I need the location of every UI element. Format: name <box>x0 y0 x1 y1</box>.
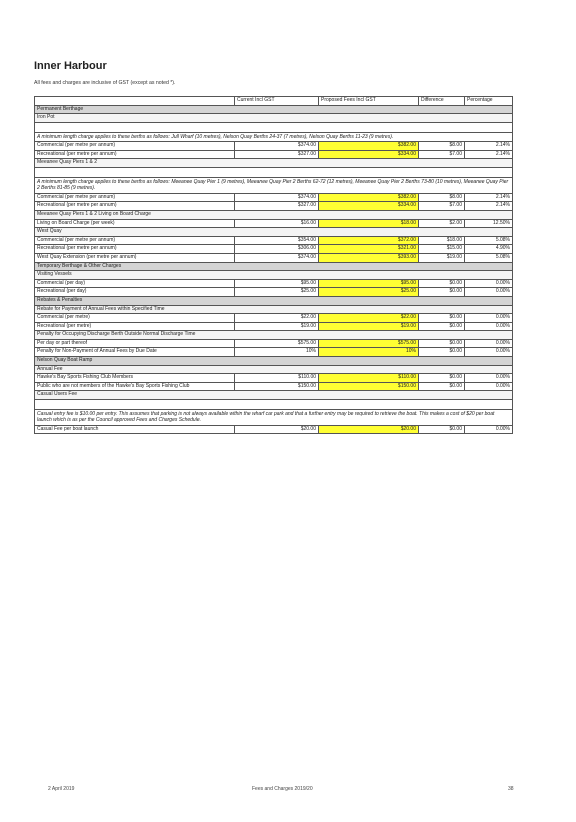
subsection-heading: Rebate for Payment of Annual Fees within Specified Time <box>35 305 513 314</box>
note-text: A minimum length charge applies to these berths as follows: Meeanee Quay Pier 1 (9 metres), Meeanee Quay Pier 2 Berths 62-72 (12 metres), Meeanee Quay Pier 2 Berths 73-80 (10 metres), Meeanee Quay Pier 2 Berths 81-85 (9 metres). <box>35 177 513 193</box>
proposed-value: $334.00 <box>319 150 419 159</box>
current-value: $327.00 <box>235 202 319 211</box>
percentage-value: 5.08% <box>465 253 513 262</box>
table-row <box>35 150 513 159</box>
percentage-value: 0.00% <box>465 425 513 434</box>
row-label: Commercial (per metre per annum) <box>35 142 235 151</box>
row-label: Recreational (per metre per annum) <box>35 202 235 211</box>
proposed-value: $22.00 <box>319 314 419 323</box>
proposed-value: $382.00 <box>319 142 419 151</box>
difference-value: $0.00 <box>419 374 465 383</box>
page-title: Inner Harbour <box>34 60 107 72</box>
proposed-value: $18.00 <box>319 219 419 228</box>
table-row <box>35 193 513 202</box>
table-row <box>35 142 513 151</box>
table-row <box>35 245 513 254</box>
percentage-value: 0.00% <box>465 339 513 348</box>
row-label: Living on Board Charge (per week) <box>35 219 235 228</box>
row-label: Penalty for Non-Payment of Annual Fees by Due Date <box>35 348 235 357</box>
section-heading: Nelson Quay Boat Ramp <box>35 357 513 366</box>
percentage-value: 0.00% <box>465 314 513 323</box>
row-label: Public who are not members of the Hawke's Bay Sports Fishing Club <box>35 382 235 391</box>
gst-note: All fees and charges are inclusive of GST (except as noted *). <box>34 80 176 86</box>
difference-value: $8.00 <box>419 193 465 202</box>
subsection-heading: Meeanee Quay Piers 1 & 2 <box>35 159 513 168</box>
proposed-value: $19.00 <box>319 322 419 331</box>
table-row <box>35 382 513 391</box>
percentage-value: 2.14% <box>465 150 513 159</box>
percentage-value: 0.00% <box>465 288 513 297</box>
subsection-heading: Visiting Vessels <box>35 271 513 280</box>
table-row <box>35 253 513 262</box>
current-value: $374.00 <box>235 142 319 151</box>
table-header <box>35 97 513 106</box>
row-label: West Quay Extension (per metre per annum) <box>35 253 235 262</box>
difference-value: $0.00 <box>419 339 465 348</box>
table-row <box>35 202 513 211</box>
percentage-value: 2.14% <box>465 193 513 202</box>
table-row <box>35 425 513 434</box>
current-value: $22.00 <box>235 314 319 323</box>
row-label: Recreational (per metre per annum) <box>35 245 235 254</box>
proposed-value: $20.00 <box>319 425 419 434</box>
note-text: Casual entry fee is $10.00 per entry. This assumes that parking is not always available within the wharf car park and that a further entry may be required to retrieve the boat. This makes a cost of $20 per boat launch which is as per the Council approved Fees and Charges Schedule. <box>35 410 513 426</box>
difference-value: $0.00 <box>419 314 465 323</box>
row-label: Recreational (per day) <box>35 288 235 297</box>
current-value: $110.00 <box>235 374 319 383</box>
proposed-value: $382.00 <box>319 193 419 202</box>
row-label: Recreational (per metre) <box>35 322 235 331</box>
section-heading: Temporary Berthage & Other Charges <box>35 262 513 271</box>
table-row <box>35 339 513 348</box>
subsection-heading: Meeanee Quay Piers 1 & 2 Living on Board Charge <box>35 210 513 219</box>
row-label: Casual Fee per boat launch <box>35 425 235 434</box>
col-proposed: Proposed Fees Incl GST <box>319 97 419 106</box>
subsection-heading: Annual Fee <box>35 365 513 374</box>
proposed-value: $393.00 <box>319 253 419 262</box>
subsection-heading: Penalty for Occupying Discharge Berth Outside Normal Discharge Time <box>35 331 513 340</box>
table-row <box>35 322 513 331</box>
current-value: $20.00 <box>235 425 319 434</box>
proposed-value: $372.00 <box>319 236 419 245</box>
difference-value: $7.00 <box>419 150 465 159</box>
proposed-value: $334.00 <box>319 202 419 211</box>
table-row <box>35 279 513 288</box>
proposed-value: $575.00 <box>319 339 419 348</box>
percentage-value: 0.00% <box>465 348 513 357</box>
percentage-value: 2.14% <box>465 142 513 151</box>
difference-value: $7.00 <box>419 202 465 211</box>
subsection-heading: Iron Pot <box>35 114 513 123</box>
current-value: 10% <box>235 348 319 357</box>
difference-value: $0.00 <box>419 348 465 357</box>
current-value: $25.00 <box>235 288 319 297</box>
table-row <box>35 348 513 357</box>
subsection-heading: West Quay <box>35 228 513 237</box>
proposed-value: $150.00 <box>319 382 419 391</box>
row-label: Commercial (per metre per annum) <box>35 236 235 245</box>
percentage-value: 0.00% <box>465 382 513 391</box>
proposed-value: 10% <box>319 348 419 357</box>
current-value: $19.00 <box>235 322 319 331</box>
footer-title: Fees and Charges 2019/20 <box>252 786 313 792</box>
percentage-value: 0.00% <box>465 374 513 383</box>
fees-table <box>34 96 513 434</box>
difference-value: $18.00 <box>419 236 465 245</box>
current-value: $374.00 <box>235 253 319 262</box>
proposed-value: $95.00 <box>319 279 419 288</box>
page-number: 38 <box>508 786 514 792</box>
col-difference: Difference <box>419 97 465 106</box>
percentage-value: 12.50% <box>465 219 513 228</box>
table-row <box>35 374 513 383</box>
difference-value: $8.00 <box>419 142 465 151</box>
current-value: $327.00 <box>235 150 319 159</box>
row-label: Commercial (per day) <box>35 279 235 288</box>
current-value: $95.00 <box>235 279 319 288</box>
section-heading: Rebates & Penalties <box>35 296 513 305</box>
row-label: Hawke's Bay Sports Fishing Club Members <box>35 374 235 383</box>
section-heading: Permanent Berthage <box>35 105 513 114</box>
row-label: Commercial (per metre) <box>35 314 235 323</box>
proposed-value: $110.00 <box>319 374 419 383</box>
percentage-value: 2.14% <box>465 202 513 211</box>
difference-value: $19.00 <box>419 253 465 262</box>
table-row <box>35 219 513 228</box>
difference-value: $0.00 <box>419 279 465 288</box>
col-current: Current Incl GST <box>235 97 319 106</box>
row-label: Commercial (per metre per annum) <box>35 193 235 202</box>
percentage-value: 4.90% <box>465 245 513 254</box>
note-text: A minimum length charge applies to these berths as follows: Jull Wharf (10 metres), Nelson Quay Berths 24-37 (7 metres), Nelson Quay Berths 11-23 (9 metres). <box>35 132 513 141</box>
table-row <box>35 236 513 245</box>
subsection-heading: Casual Users Fee <box>35 391 513 400</box>
table-row <box>35 314 513 323</box>
current-value: $16.00 <box>235 219 319 228</box>
difference-value: $0.00 <box>419 322 465 331</box>
percentage-value: 0.00% <box>465 322 513 331</box>
percentage-value: 5.08% <box>465 236 513 245</box>
difference-value: $0.00 <box>419 425 465 434</box>
col-percentage: Percentage <box>465 97 513 106</box>
proposed-value: $25.00 <box>319 288 419 297</box>
percentage-value: 0.00% <box>465 279 513 288</box>
current-value: $150.00 <box>235 382 319 391</box>
footer-date: 2 April 2019 <box>48 786 75 792</box>
current-value: $374.00 <box>235 193 319 202</box>
row-label: Recreational (per metre per annum) <box>35 150 235 159</box>
proposed-value: $321.00 <box>319 245 419 254</box>
table-row <box>35 288 513 297</box>
row-label: Per day or part thereof <box>35 339 235 348</box>
difference-value: $0.00 <box>419 288 465 297</box>
difference-value: $0.00 <box>419 382 465 391</box>
difference-value: $2.00 <box>419 219 465 228</box>
current-value: $575.00 <box>235 339 319 348</box>
current-value: $354.00 <box>235 236 319 245</box>
difference-value: $15.00 <box>419 245 465 254</box>
current-value: $306.00 <box>235 245 319 254</box>
